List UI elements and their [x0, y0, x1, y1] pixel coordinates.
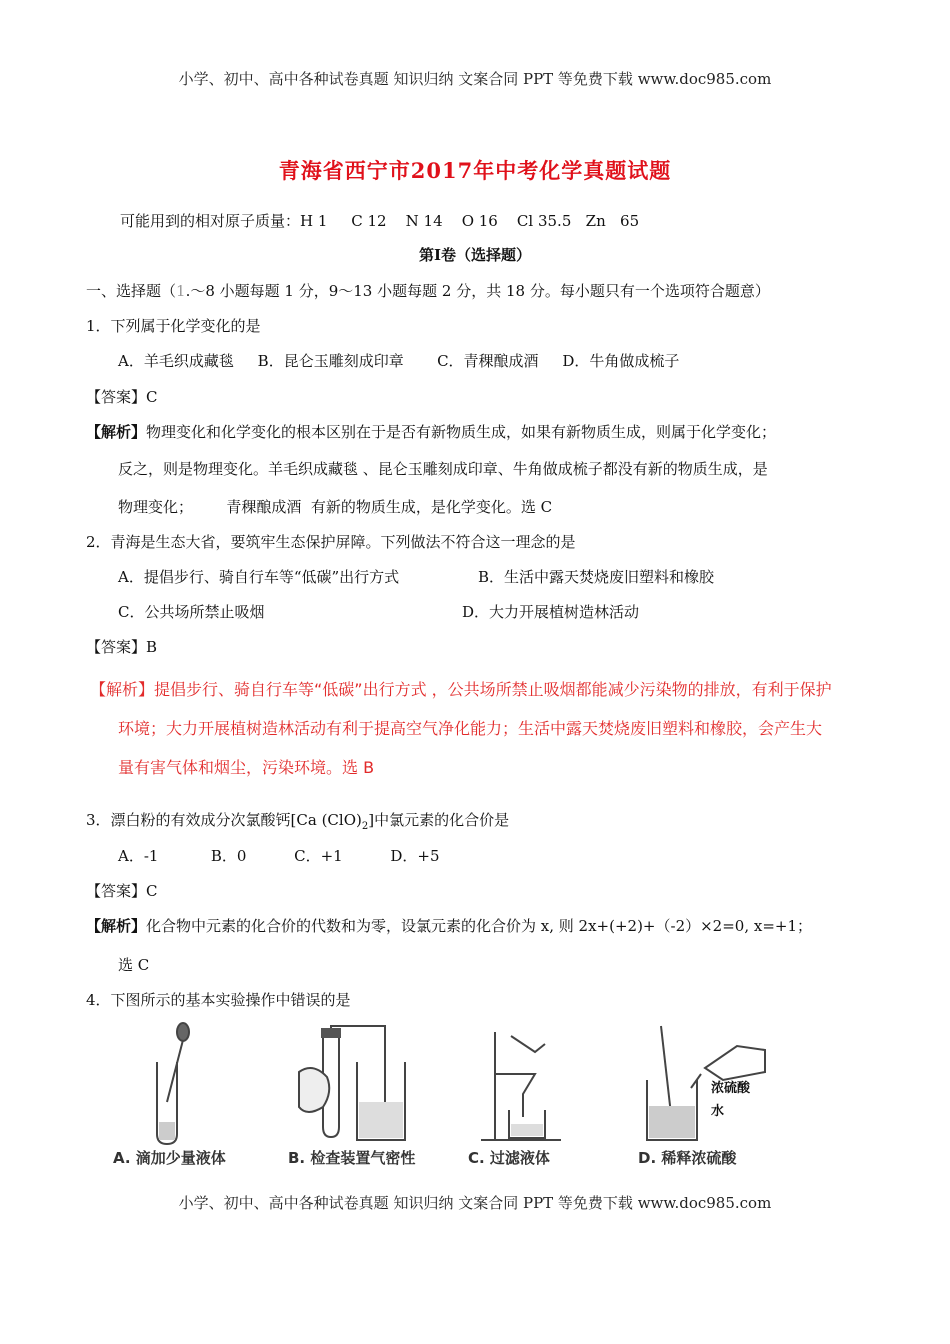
atomic-mass-line: 可能用到的相对原子质量：H 1 C 12 N 14 O 16 Cl 35.5 Zn 65 [120, 212, 640, 230]
fig-label-a: A. 滴加少量液体 [113, 1149, 226, 1167]
q1-analysis-line-2: 反之，则是物理变化。羊毛织成藏毯 、昆仑玉雕刻成印章、牛角做成梳子都没有新的物质生成，是 [118, 460, 768, 478]
q3-analysis-line-1 [86, 915, 812, 936]
q3-stem-post: ]中氯元素的化合价是 [368, 811, 510, 829]
q2-option-c: C．公共场所禁止吸烟 [118, 603, 265, 621]
part-prefix: 一、选择题（ [86, 282, 177, 300]
q1-analysis-label: 【解析】 [86, 423, 147, 441]
q2-analysis-line-1: 【解析】提倡步行、骑自行车等“低碳”出行方式 ，公共场所禁止吸烟都能减少污染物的排放，有利于保护 [90, 680, 832, 699]
part-rest: .～8 小题每题 1 分，9～13 小题每题 2 分，共 18 分。每小题只有一个选项符合题意） [185, 282, 770, 300]
q4-stem: 4．下图所示的基本实验操作中错误的是 [86, 991, 351, 1009]
part-mark: 1 [176, 282, 186, 300]
q2-stem: 2．青海是生态大省，要筑牢生态保护屏障。下列做法不符合这一理念的是 [86, 533, 576, 551]
q2-option-b: B．生活中露天焚烧废旧塑料和橡胶 [478, 568, 715, 586]
page-title: 青海省西宁市2017年中考化学真题试题 [278, 158, 672, 183]
filtration-illustration [475, 1022, 565, 1147]
q3-analysis-label: 【解析】 [86, 917, 147, 935]
q1-analysis-line-1 [86, 421, 776, 442]
q3-analysis-line-2: 选 C [118, 956, 150, 974]
q3-stem-sub: 2 [361, 821, 369, 832]
water-label: 水 [711, 1104, 725, 1119]
q4-figure [113, 1022, 751, 1172]
page-footer: 小学、初中、高中各种试卷真题 知识归纳 文案合同 PPT 等免费下载 www.doc985.com [178, 1194, 772, 1212]
q3-stem [86, 809, 509, 832]
fig-label-c: C. 过滤液体 [468, 1149, 550, 1167]
q3-stem-pre: 3．漂白粉的有效成分次氯酸钙[Ca (ClO) [86, 811, 362, 829]
acid-label: 浓硫酸 [711, 1081, 751, 1096]
fig-label-d: D. 稀释浓硫酸 [638, 1149, 737, 1167]
q1-stem: 1．下列属于化学变化的是 [86, 317, 261, 335]
section-title: 第Ⅰ卷（选择题） [418, 246, 532, 264]
q2-option-a: A．提倡步行、骑自行车等“低碳”出行方式 [118, 568, 400, 586]
q1-options: A．羊毛织成藏毯 B．昆仑玉雕刻成印章 C．青稞酿成酒 D．牛角做成梳子 [118, 352, 680, 370]
page-header: 小学、初中、高中各种试卷真题 知识归纳 文案合同 PPT 等免费下载 www.doc985.com [178, 70, 772, 88]
q2-option-d: D．大力开展植树造林活动 [462, 603, 640, 621]
q3-analysis-text-1: 化合物中元素的化合价的代数和为零，设氯元素的化合价为 x, 则 2x+(+2)+（-2）×2=0, x=+1； [146, 917, 813, 935]
q3-options: A．-1 B．0 C．+1 D．+5 [118, 847, 440, 865]
dropper-test-tube-illustration [153, 1022, 213, 1147]
q2-answer: 【答案】B [86, 638, 158, 656]
q1-answer: 【答案】C [86, 388, 158, 406]
airtightness-check-illustration [293, 1022, 413, 1147]
q2-analysis-line-2: 环境；大力开展植树造林活动有利于提高空气净化能力；生活中露天焚烧废旧塑料和橡胶，会产生大 [118, 719, 823, 738]
q3-answer: 【答案】C [86, 882, 158, 900]
q1-analysis-line-3: 物理变化； 青稞酿成酒 有新的物质生成，是化学变化。选 C [118, 498, 553, 516]
q2-analysis-line-3: 量有害气体和烟尘，污染环境。选 B [118, 758, 375, 777]
fig-label-b: B. 检查装置气密性 [288, 1149, 416, 1167]
q1-analysis-text-1: 物理变化和化学变化的根本区别在于是否有新物质生成，如果有新物质生成，则属于化学变化； [146, 423, 777, 441]
dilute-acid-illustration [633, 1022, 773, 1147]
part-instructions [86, 280, 770, 301]
